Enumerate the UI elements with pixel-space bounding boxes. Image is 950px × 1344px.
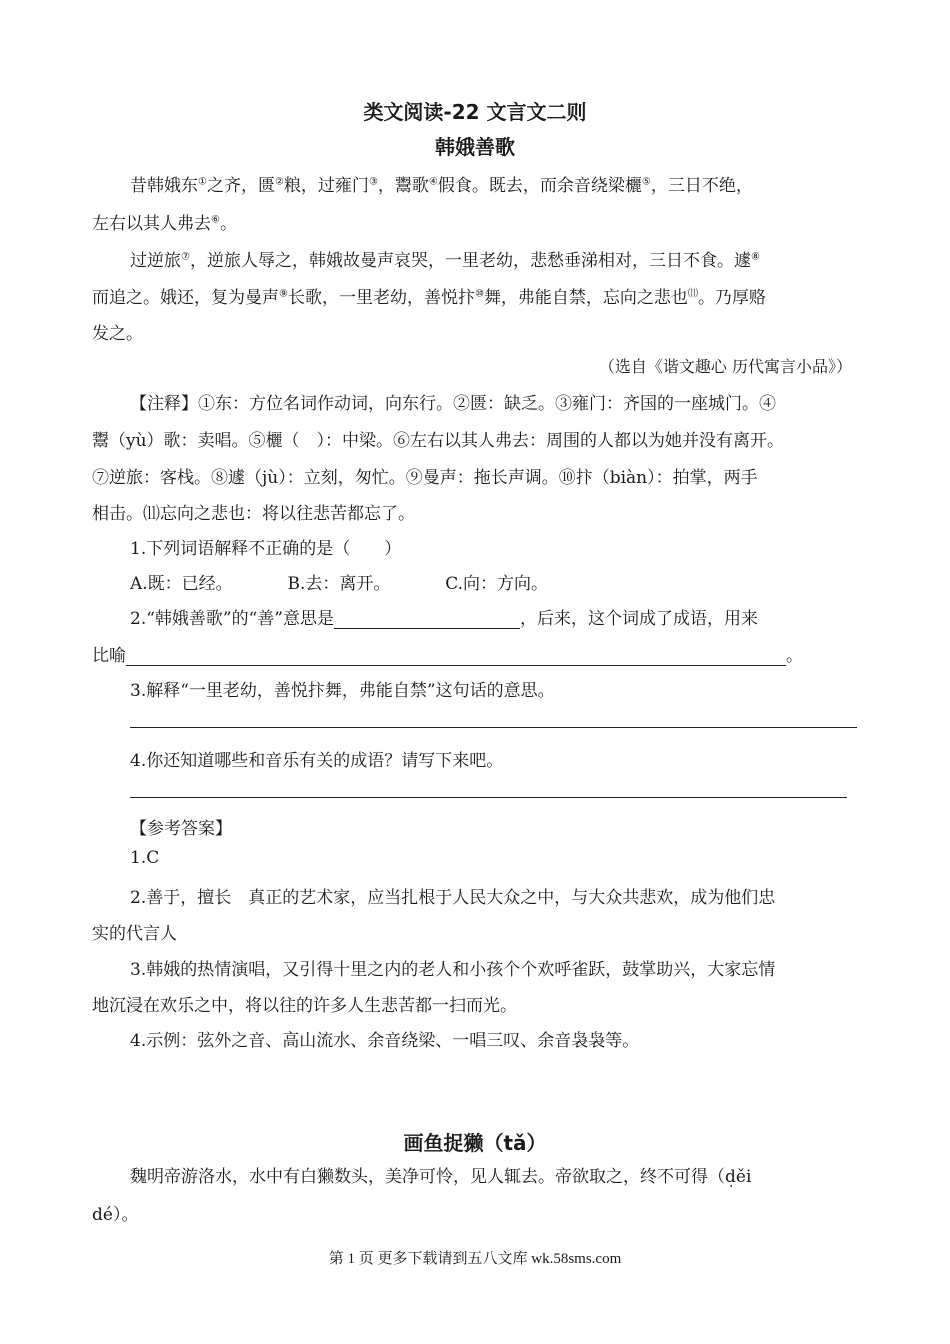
option-a: A.既：已经。	[130, 574, 233, 594]
answer-2-line2: 实的代言人	[92, 924, 177, 944]
option-c: C.向：方向。	[445, 574, 549, 594]
page-title: 类文阅读-22 文言文二则	[363, 100, 587, 124]
answers-heading: 【参考答案】	[130, 819, 232, 839]
story1-title: 韩娥善歌	[435, 135, 515, 159]
option-b: B.去：离开。	[287, 574, 391, 594]
answer-4: 4.示例：弦外之音、高山流水、余音绕梁、一唱三叹、余音袅袅等。	[130, 1031, 640, 1051]
page-footer: 第 1 页 更多下载请到五八文库 wk.58sms.com	[328, 1251, 622, 1267]
notes-line1: 【注释】①东：方位名词作动词，向东行。②匮：缺乏。③雍门：齐国的一座城门。④	[130, 394, 776, 414]
question-3: 3.解释“一里老幼，善悦抃舞，弗能自禁”这句话的意思。	[130, 681, 555, 701]
story1-p2-line2: 而追之。娥还，复为曼声⑨长歌，一里老幼，善悦抃⑩舞，弗能自禁，忘向之悲也⑾。乃厚赂	[92, 288, 766, 308]
story1-p1-line2: 左右以其人弗去⑥。	[92, 214, 237, 234]
story2-line1: 魏明帝游洛水，水中有白獭数头，美净可怜，见人辄去。帝欲取之，终不可得（dě ·i	[130, 1162, 751, 1187]
question-1-options	[130, 569, 548, 594]
answer-3-line2: 地沉浸在欢乐之中，将以往的许多人生悲苦都一扫而光。	[92, 996, 517, 1016]
answer-line-4[interactable]	[130, 797, 847, 798]
story1-p2-line3: 发之。	[92, 324, 143, 344]
story1-p1-line1: 昔韩娥东①之齐，匮②粮，过雍门③，鬻歌④假食。既去，而余音绕梁欐⑤，三日不绝，	[130, 176, 753, 196]
notes-line3: ⑦逆旅：客栈。⑧遽（jù）：立刻，匆忙。⑨曼声：拖长声调。⑩抃（biàn）：拍掌，两手	[92, 468, 758, 488]
question-1: 1.下列词语解释不正确的是（ ）	[130, 539, 402, 559]
notes-line2: 鬻（yù）歌：卖唱。⑤欐（ ）：中梁。⑥左右以其人弗去：周围的人都以为她并没有离开。	[92, 431, 785, 451]
answer-line-3[interactable]	[130, 727, 857, 728]
question-2-line1: 2.“韩娥善歌”的“善”意思是 ，后来，这个词成了成语，用来	[130, 609, 758, 629]
question-2-line2: 比喻 。	[92, 646, 803, 666]
source-citation: （选自《谐文趣心 历代寓言小品》）	[598, 357, 852, 376]
answer-3-line1: 3.韩娥的热情演唱，又引得十里之内的老人和小孩个个欢呼雀跃，鼓掌助兴，大家忘情	[130, 960, 776, 980]
question-4: 4.你还知道哪些和音乐有关的成语？请写下来吧。	[130, 751, 504, 771]
notes-line4: 相击。⑾忘向之悲也：将以往悲苦都忘了。	[92, 504, 415, 524]
story2-line2: dé）。	[92, 1205, 139, 1225]
answer-2-line1: 2.善于，擅长 真正的艺术家，应当扎根于人民大众之中，与大众共悲欢，成为他们忠	[130, 888, 776, 908]
answer-1: 1.C	[130, 848, 160, 868]
answer-blank-2[interactable]	[126, 647, 786, 666]
story1-p2-line1: 过逆旅⑦，逆旅人辱之，韩娥故曼声哀哭，一里老幼，悲愁垂涕相对，三日不食。遽⑧	[130, 251, 760, 271]
story2-title: 画鱼捉獭（tǎ）	[403, 1131, 547, 1155]
answer-blank-1[interactable]	[334, 610, 520, 629]
